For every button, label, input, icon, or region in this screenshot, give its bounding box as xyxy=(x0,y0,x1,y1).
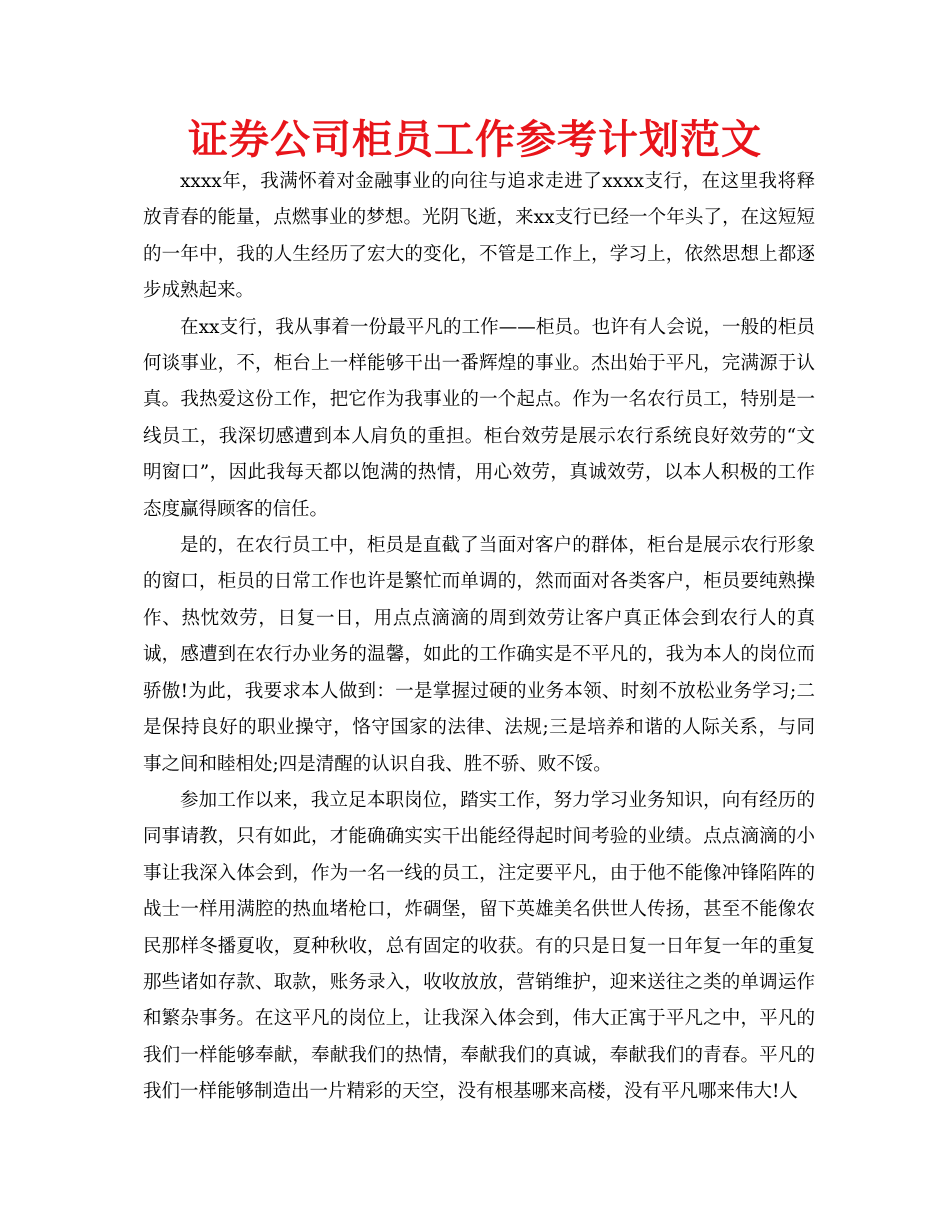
document-title: 证券公司柜员工作参考计划范文 xyxy=(188,117,762,163)
paragraph-3: 是的，在农行员工中，柜员是直截了当面对客户的群体，柜台是展示农行形象的窗口，柜员的日常工作也许是繁忙而单调的，然而面对各类客户，柜员要纯熟操作、热忱效劳，日复一日，用点点滴滴的周到效劳让客户真正体会到农行人的真诚，感遭到在农行办业务的温馨，如此的工作确实是不平凡的，我为本人的岗位而骄傲!为此，我要求本人做到：一是掌握过硬的业务本领、时刻不放松业务学习;二是保持良好的职业操守，恪守国家的法律、法规;三是培养和谐的人际关系，与同事之间和睦相处;四是清醒的认识自我、胜不骄、败不馁。 xyxy=(143,535,815,775)
document-body xyxy=(143,164,815,1111)
paragraph-2: 在xx支行，我从事着一份最平凡的工作——柜员。也许有人会说，一般的柜员何谈事业，不，柜台上一样能够干出一番辉煌的事业。杰出始于平凡，完满源于认真。我热爱这份工作，把它作为我事业的一个起点。作为一名农行员工，特别是一线员工，我深切感遭到本人肩负的重担。柜台效劳是展示农行系统良好效劳的“文明窗口”，因此我每天都以饱满的热情，用心效劳，真诚效劳，以本人积极的工作态度赢得顾客的信任。 xyxy=(143,316,815,520)
paragraph-4: 参加工作以来，我立足本职岗位，踏实工作，努力学习业务知识，向有经历的同事请教，只有如此，才能确确实实干出能经得起时间考验的业绩。点点滴滴的小事让我深入体会到，作为一名一线的员工，注定要平凡，由于他不能像冲锋陷阵的战士一样用满腔的热血堵枪口，炸碉堡，留下英雄美名供世人传扬，甚至不能像农民那样冬播夏收，夏种秋收，总有固定的收获。有的只是日复一日年复一年的重复那些诸如存款、取款，账务录入，收收放放，营销维护，迎来送往之类的单调运作和繁杂事务。在这平凡的岗位上，让我深入体会到，伟大正寓于平凡之中，平凡的我们一样能够奉献，奉献我们的热情，奉献我们的真诚，奉献我们的青春。平凡的我们一样能够制造出一片精彩的天空，没有根基哪来高楼，没有平凡哪来伟大!人 xyxy=(143,789,815,1103)
paragraph-1: xxxx年，我满怀着对金融事业的向往与追求走进了xxxx支行，在这里我将释放青春的能量，点燃事业的梦想。光阴飞逝，来xx支行已经一个年头了，在这短短的一年中，我的人生经历了宏大的变化，不管是工作上，学习上，依然思想上都逐步成熟起来。 xyxy=(143,171,815,302)
